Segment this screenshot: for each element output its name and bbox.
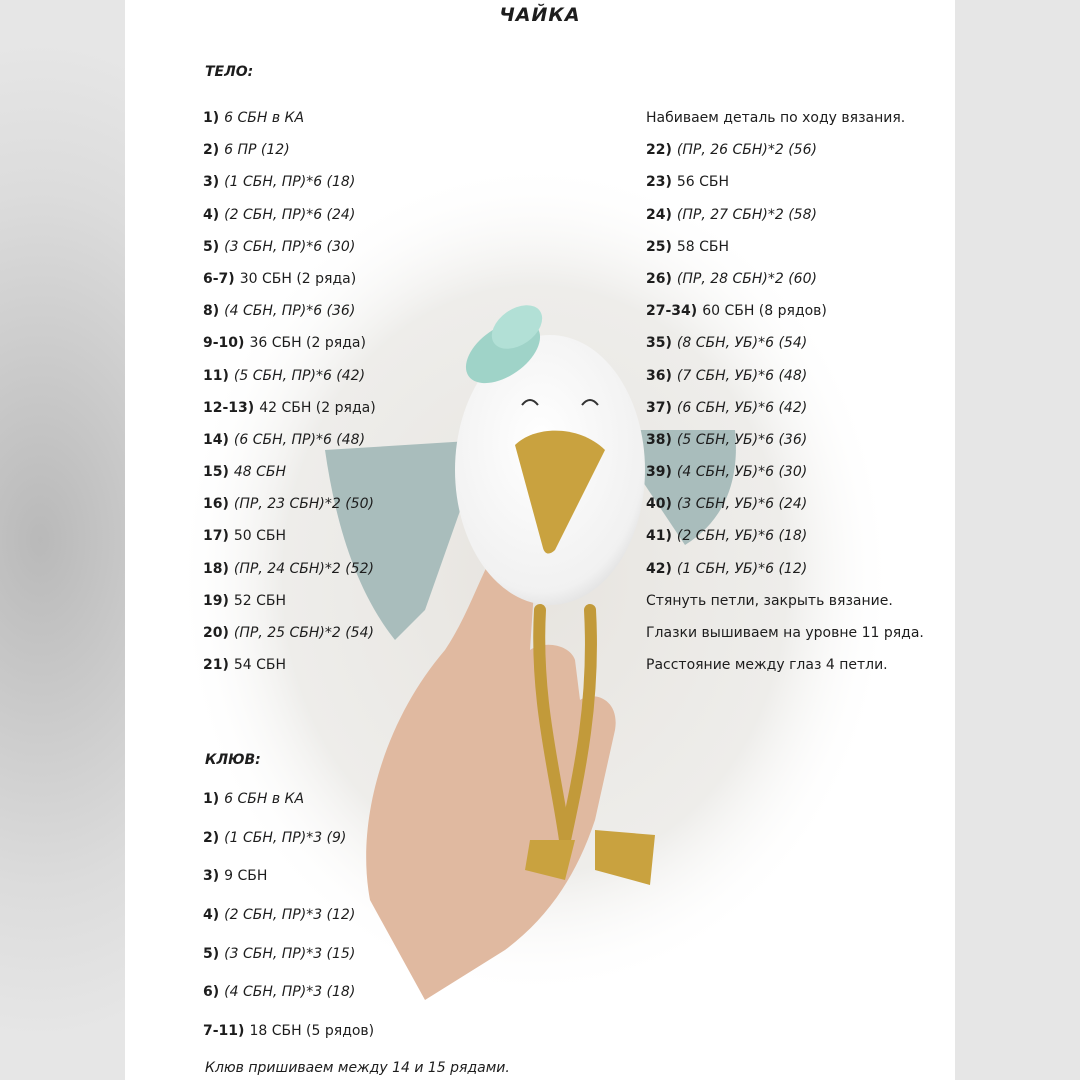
row-number: 3) [203,868,220,885]
row-number: 37) [646,399,672,416]
pattern-row [646,649,924,681]
body-section-heading: ТЕЛО: [205,64,254,80]
pattern-row [203,360,376,392]
pattern-row [203,134,376,166]
pattern-row [203,424,376,456]
row-instruction: (1 СБН, УБ)*6 (12) [676,560,808,577]
row-instruction: (6 СБН, УБ)*6 (42) [676,399,808,416]
row-number: 2) [203,142,220,159]
row-number: 17) [203,528,229,545]
row-instruction: 50 СБН [233,528,287,545]
beak-attach-note: Клюв пришиваем между 14 и 15 рядами. [205,1060,510,1076]
pattern-row [646,263,924,295]
row-instruction: 54 СБН [233,657,287,674]
pattern-page [125,0,955,1080]
pattern-row [203,935,374,974]
row-instruction: 36 СБН (2 ряда) [249,335,366,352]
pattern-row [646,134,924,166]
pattern-row [646,392,924,424]
row-number: 38) [646,431,672,448]
row-instruction: 42 СБН (2 ряда) [259,399,376,416]
row-instruction: 6 ПР (12) [224,142,290,159]
row-instruction: Расстояние между глаз 4 петли. [646,657,888,674]
row-instruction: 56 СБН [676,174,730,191]
pattern-row [646,488,924,520]
row-number: 12-13) [203,399,255,416]
row-instruction: Стянуть петли, закрыть вязание. [646,592,893,609]
row-instruction: 48 СБН [233,464,287,481]
row-number: 4) [203,206,220,223]
row-number: 36) [646,367,672,384]
pattern-row [203,973,374,1012]
row-instruction: Глазки вышиваем на уровне 11 ряда. [646,625,924,641]
row-number: 23) [646,174,672,191]
row-instruction: (ПР, 26 СБН)*2 (56) [676,142,817,159]
row-instruction: (ПР, 25 СБН)*2 (54) [233,625,374,641]
pattern-row [646,166,924,198]
pattern-row [203,263,376,295]
row-instruction: (5 СБН, УБ)*6 (36) [676,431,808,448]
pattern-row [646,553,924,585]
row-number: 22) [646,142,672,159]
row-instruction: (ПР, 28 СБН)*2 (60) [676,270,817,287]
pattern-row [203,780,374,819]
row-number: 8) [203,303,220,320]
row-number: 18) [203,560,229,577]
pattern-row [646,456,924,488]
row-number: 14) [203,431,229,448]
pattern-row [646,102,924,134]
row-number: 7-11) [203,1023,245,1040]
pattern-row [203,231,376,263]
row-number: 20) [203,625,229,641]
row-number: 42) [646,560,672,577]
pattern-row [203,327,376,359]
row-number: 11) [203,367,229,384]
pattern-row [203,585,376,617]
body-rows-left [203,102,376,681]
row-instruction: (2 СБН, ПР)*6 (24) [224,206,356,223]
pattern-row [646,360,924,392]
pattern-row [203,617,376,649]
row-number: 6) [203,984,220,1001]
row-number: 35) [646,335,672,352]
pattern-row [203,819,374,858]
pattern-row [203,857,374,896]
row-number: 21) [203,657,229,674]
row-instruction: 30 СБН (2 ряда) [239,270,357,287]
row-instruction: (3 СБН, ПР)*6 (30) [224,238,356,255]
row-number: 4) [203,907,220,924]
row-number: 2) [203,829,220,846]
row-instruction: 60 СБН (8 рядов) [702,303,827,320]
row-number: 15) [203,464,229,481]
pattern-row [203,456,376,488]
row-number: 5) [203,945,220,962]
pattern-row [646,585,924,617]
pattern-row [646,327,924,359]
row-instruction: (5 СБН, ПР)*6 (42) [233,367,366,384]
row-instruction: (3 СБН, УБ)*6 (24) [676,496,808,513]
pattern-row [203,553,376,585]
row-number: 5) [203,238,220,255]
row-number: 1) [203,110,220,126]
row-number: 39) [646,464,672,481]
row-instruction: (1 СБН, ПР)*6 (18) [224,174,356,191]
pattern-row [203,649,376,681]
row-instruction: 9 СБН [224,868,268,885]
row-number: 16) [203,496,229,513]
row-instruction: 18 СБН (5 рядов) [249,1023,375,1040]
row-instruction: (3 СБН, ПР)*3 (15) [224,945,356,962]
body-rows-right [646,102,924,681]
row-instruction: (1 СБН, ПР)*3 (9) [224,829,347,846]
row-number: 25) [646,238,672,255]
row-instruction: Набиваем деталь по ходу вязания. [646,110,906,126]
pattern-row [203,392,376,424]
pattern-title: ЧАЙКА [499,4,581,26]
pattern-row [203,520,376,552]
beak-rows [203,780,374,1051]
pattern-row [203,488,376,520]
pattern-row [203,1012,374,1051]
row-number: 3) [203,174,220,191]
row-instruction: (4 СБН, ПР)*6 (36) [224,303,356,320]
row-number: 26) [646,270,672,287]
pattern-row [646,295,924,327]
pattern-row [646,231,924,263]
row-instruction: 6 СБН в КА [224,791,305,807]
row-number: 24) [646,206,672,223]
row-number: 40) [646,496,672,513]
pattern-row [203,199,376,231]
row-instruction: (4 СБН, УБ)*6 (30) [676,464,808,481]
pattern-row [646,617,924,649]
row-number: 27-34) [646,303,698,320]
pattern-row [203,896,374,935]
row-number: 6-7) [203,270,235,287]
row-number: 19) [203,592,229,609]
row-instruction: (ПР, 27 СБН)*2 (58) [676,206,817,223]
row-number: 9-10) [203,335,245,352]
row-number: 41) [646,528,672,545]
row-instruction: 6 СБН в КА [224,110,305,126]
row-number: 1) [203,791,220,807]
pattern-row [646,424,924,456]
row-instruction: (ПР, 24 СБН)*2 (52) [233,560,374,577]
row-instruction: (4 СБН, ПР)*3 (18) [224,984,356,1001]
pattern-row [203,166,376,198]
row-instruction: (6 СБН, ПР)*6 (48) [233,431,366,448]
row-instruction: (ПР, 23 СБН)*2 (50) [233,496,374,513]
row-instruction: 52 СБН [233,592,287,609]
pattern-row [646,199,924,231]
row-instruction: (2 СБН, УБ)*6 (18) [676,528,808,545]
row-instruction: (8 СБН, УБ)*6 (54) [676,335,808,352]
row-instruction: (7 СБН, УБ)*6 (48) [676,367,808,384]
pattern-row [203,102,376,134]
beak-section-heading: КЛЮВ: [205,752,261,768]
row-instruction: (2 СБН, ПР)*3 (12) [224,907,356,924]
pattern-row [203,295,376,327]
row-instruction: 58 СБН [676,238,730,255]
pattern-row [646,520,924,552]
